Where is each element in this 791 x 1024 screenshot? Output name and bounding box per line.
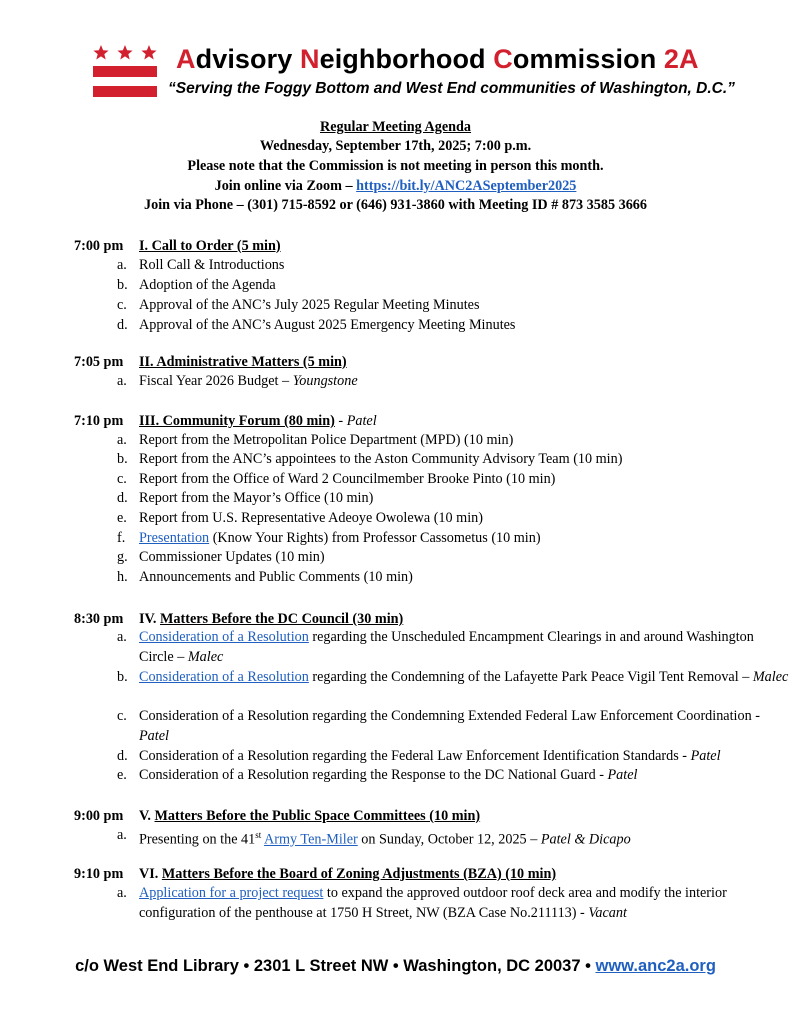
section-heading	[74, 806, 480, 826]
agenda-item	[117, 256, 787, 276]
section-time: 9:00 pm	[74, 808, 124, 824]
item-text	[139, 668, 789, 688]
item-text-part: Consideration of a Resolution regarding the Federal Law Enforcement Identification Standards -	[139, 748, 691, 764]
section-heading	[74, 352, 347, 372]
section-time: 7:05 pm	[74, 354, 124, 370]
section-title	[139, 808, 480, 824]
item-letter: a.	[117, 432, 127, 448]
item-text-part: Consideration of a Resolution regarding the Response to the DC National Guard -	[139, 767, 608, 783]
item-text-part: (Know Your Rights) from Professor Cassometus (10 min)	[209, 530, 541, 546]
item-text-part: regarding the Unscheduled Encampment Clearings in and around Washington Circle –	[139, 629, 754, 665]
section-title-text: Matters Before the Public Space Committees (10 min)	[154, 808, 481, 824]
item-letter: c.	[117, 297, 127, 313]
item-text-part: Report from the ANC’s appointees to the Aston Community Advisory Team (10 min)	[139, 451, 623, 467]
section-time: 9:10 pm	[74, 866, 124, 882]
item-text	[139, 884, 789, 923]
agenda-item	[117, 826, 787, 846]
section-number: IV.	[139, 611, 161, 627]
item-text	[139, 707, 789, 746]
agenda-item	[117, 296, 787, 316]
section-heading	[74, 236, 281, 256]
dc-flag-icon	[93, 45, 157, 101]
agenda-item	[117, 766, 787, 786]
title-part: ommission	[512, 44, 664, 74]
item-text	[139, 529, 789, 549]
item-text-part: Approval of the ANC’s July 2025 Regular Meeting Minutes	[139, 297, 480, 313]
section-heading	[74, 411, 377, 431]
item-text-part: Fiscal Year 2026 Budget –	[139, 373, 293, 389]
item-text	[139, 256, 789, 276]
item-text	[139, 568, 789, 588]
section-title: II. Administrative Matters (5 min)	[139, 354, 347, 370]
agenda-item	[117, 276, 787, 296]
agenda-item	[117, 316, 787, 336]
item-letter: d.	[117, 317, 128, 333]
agenda-item	[117, 747, 787, 767]
agenda-heading: Regular Meeting Agenda	[319, 119, 472, 135]
meeting-note: Please note that the Commission is not meeting in person this month.	[187, 158, 604, 174]
agenda-item	[117, 529, 787, 549]
section-title: I. Call to Order (5 min)	[139, 238, 281, 254]
item-text-part: Approval of the ANC’s August 2025 Emergency Meeting Minutes	[139, 317, 516, 333]
title-part: N	[299, 44, 320, 74]
item-letter: b.	[117, 277, 128, 293]
item-link[interactable]: Army Ten-Miler	[264, 831, 358, 848]
agenda-item	[117, 372, 787, 392]
item-letter: e.	[117, 510, 127, 526]
item-text-part: Report from the Mayor’s Office (10 min)	[139, 490, 374, 506]
zoom-line: Join online via Zoom – https://bit.ly/ANC2ASeptember2025	[214, 178, 577, 194]
item-presenter: Youngstone	[292, 373, 358, 389]
zoom-link[interactable]: https://bit.ly/ANC2ASeptember2025	[356, 178, 577, 194]
item-letter: a.	[117, 373, 127, 389]
item-text-part: Presenting on the 41	[139, 831, 256, 848]
title-part: dvisory	[195, 44, 300, 74]
item-letter: f.	[117, 530, 126, 546]
item-text	[139, 766, 789, 786]
flag-star	[141, 45, 156, 60]
item-letter: c.	[117, 471, 127, 487]
item-letter: a.	[117, 257, 127, 273]
ordinal-suffix: st	[255, 830, 262, 840]
agenda-item	[117, 548, 787, 568]
item-presenter: Patel	[607, 767, 638, 783]
flag-bar	[93, 86, 157, 97]
agenda-item	[117, 470, 787, 490]
agenda-item	[117, 450, 787, 470]
item-text	[139, 747, 789, 767]
item-presenter: Vacant	[588, 904, 627, 921]
section-title-text: Matters Before the Board of Zoning Adjustments (BZA) (10 min)	[161, 866, 557, 882]
item-text-part: Announcements and Public Comments (10 min)	[139, 569, 413, 585]
item-text-part: Roll Call & Introductions	[139, 257, 285, 273]
item-letter: h.	[117, 569, 128, 585]
section-heading	[74, 864, 556, 884]
item-letter: g.	[117, 549, 128, 565]
item-letter: a.	[117, 827, 127, 843]
section-title-text: Matters Before the DC Council (30 min)	[160, 611, 404, 627]
agenda-item	[117, 489, 787, 509]
item-text-part: Report from the Office of Ward 2 Councilmember Brooke Pinto (10 min)	[139, 471, 556, 487]
item-text	[139, 276, 789, 296]
item-letter: a.	[117, 885, 127, 901]
item-text	[139, 628, 789, 667]
organization-title	[176, 44, 699, 74]
item-text-part: Adoption of the Agenda	[139, 277, 276, 293]
item-text	[139, 489, 789, 509]
title-part: eighborhood	[319, 44, 494, 74]
footer: c/o West End Library • 2301 L Street NW • Washington, DC 20037 • www.anc2a.org	[75, 957, 716, 975]
item-link[interactable]: Consideration of a Resolution	[139, 629, 309, 645]
section-number: V.	[139, 808, 155, 824]
item-letter: e.	[117, 767, 127, 783]
item-text	[139, 372, 789, 392]
organization-tagline: “Serving the Foggy Bottom and West End communities of Washington, D.C.”	[168, 80, 735, 97]
agenda-item	[117, 707, 787, 747]
meeting-date: Wednesday, September 17th, 2025; 7:00 p.m.	[259, 138, 532, 154]
flag-bar	[93, 66, 157, 77]
agenda-item	[117, 668, 787, 708]
section-number: VI.	[139, 866, 162, 882]
section-time: 8:30 pm	[74, 611, 124, 627]
item-letter: b.	[117, 451, 128, 467]
item-presenter: Patel & Dicapo	[540, 831, 631, 848]
item-presenter: Patel	[139, 727, 169, 744]
agenda-item	[117, 431, 787, 451]
section-title	[139, 611, 403, 627]
item-letter: d.	[117, 748, 128, 764]
title-part: 2A	[663, 44, 699, 74]
item-presenter: Patel	[690, 748, 721, 764]
item-text	[139, 509, 789, 529]
item-text	[139, 470, 789, 490]
item-text-part: Report from the Metropolitan Police Department (MPD) (10 min)	[139, 432, 514, 448]
title-part: C	[493, 44, 513, 74]
item-link[interactable]: Consideration of a Resolution	[139, 669, 309, 685]
agenda-item	[117, 509, 787, 529]
item-letter: c.	[117, 708, 127, 724]
item-text	[139, 431, 789, 451]
section-title: III. Community Forum (80 min)	[139, 413, 335, 429]
flag-star	[117, 45, 132, 60]
item-text	[139, 450, 789, 470]
item-letter: a.	[117, 629, 127, 645]
item-text-part: Report from U.S. Representative Adeoye Owolewa (10 min)	[139, 510, 483, 526]
item-letter: b.	[117, 669, 128, 685]
item-text	[139, 296, 789, 316]
phone-line: Join via Phone – (301) 715-8592 or (646) 931-3860 with Meeting ID # 873 3585 3666	[144, 197, 647, 213]
item-text	[139, 316, 789, 336]
agenda-item	[117, 568, 787, 588]
title-part: A	[176, 44, 196, 74]
section-presenter: Patel	[346, 413, 377, 429]
item-text-part: on Sunday, October 12, 2025 –	[357, 831, 541, 848]
section-title	[139, 866, 556, 882]
item-letter: d.	[117, 490, 128, 506]
item-text	[139, 826, 789, 850]
agenda-item	[117, 628, 787, 668]
section-time: 7:10 pm	[74, 413, 124, 429]
flag-star	[93, 45, 108, 60]
agenda-item	[117, 884, 787, 924]
item-text-part: regarding the Condemning of the Lafayette Park Peace Vigil Tent Removal –	[308, 669, 753, 685]
item-presenter: Malec	[752, 669, 789, 685]
item-text-part: to expand the approved outdoor roof deck area and modify the interior configuration of the penthouse at 1750 H Street, NW (BZA Case No.211113) -	[139, 885, 727, 921]
item-link[interactable]: Application for a project request	[139, 885, 324, 901]
item-text-part: Commissioner Updates (10 min)	[139, 549, 325, 565]
item-text-part: Consideration of a Resolution regarding the Condemning Extended Federal Law Enforcement Coordination -	[139, 708, 760, 724]
website-link[interactable]: www.anc2a.org	[595, 957, 716, 975]
section-heading	[74, 609, 403, 629]
item-link[interactable]: Presentation	[139, 530, 210, 546]
presenter-separator: -	[334, 413, 347, 429]
section-time: 7:00 pm	[74, 238, 124, 254]
item-presenter: Malec	[187, 648, 224, 665]
item-text	[139, 548, 789, 568]
